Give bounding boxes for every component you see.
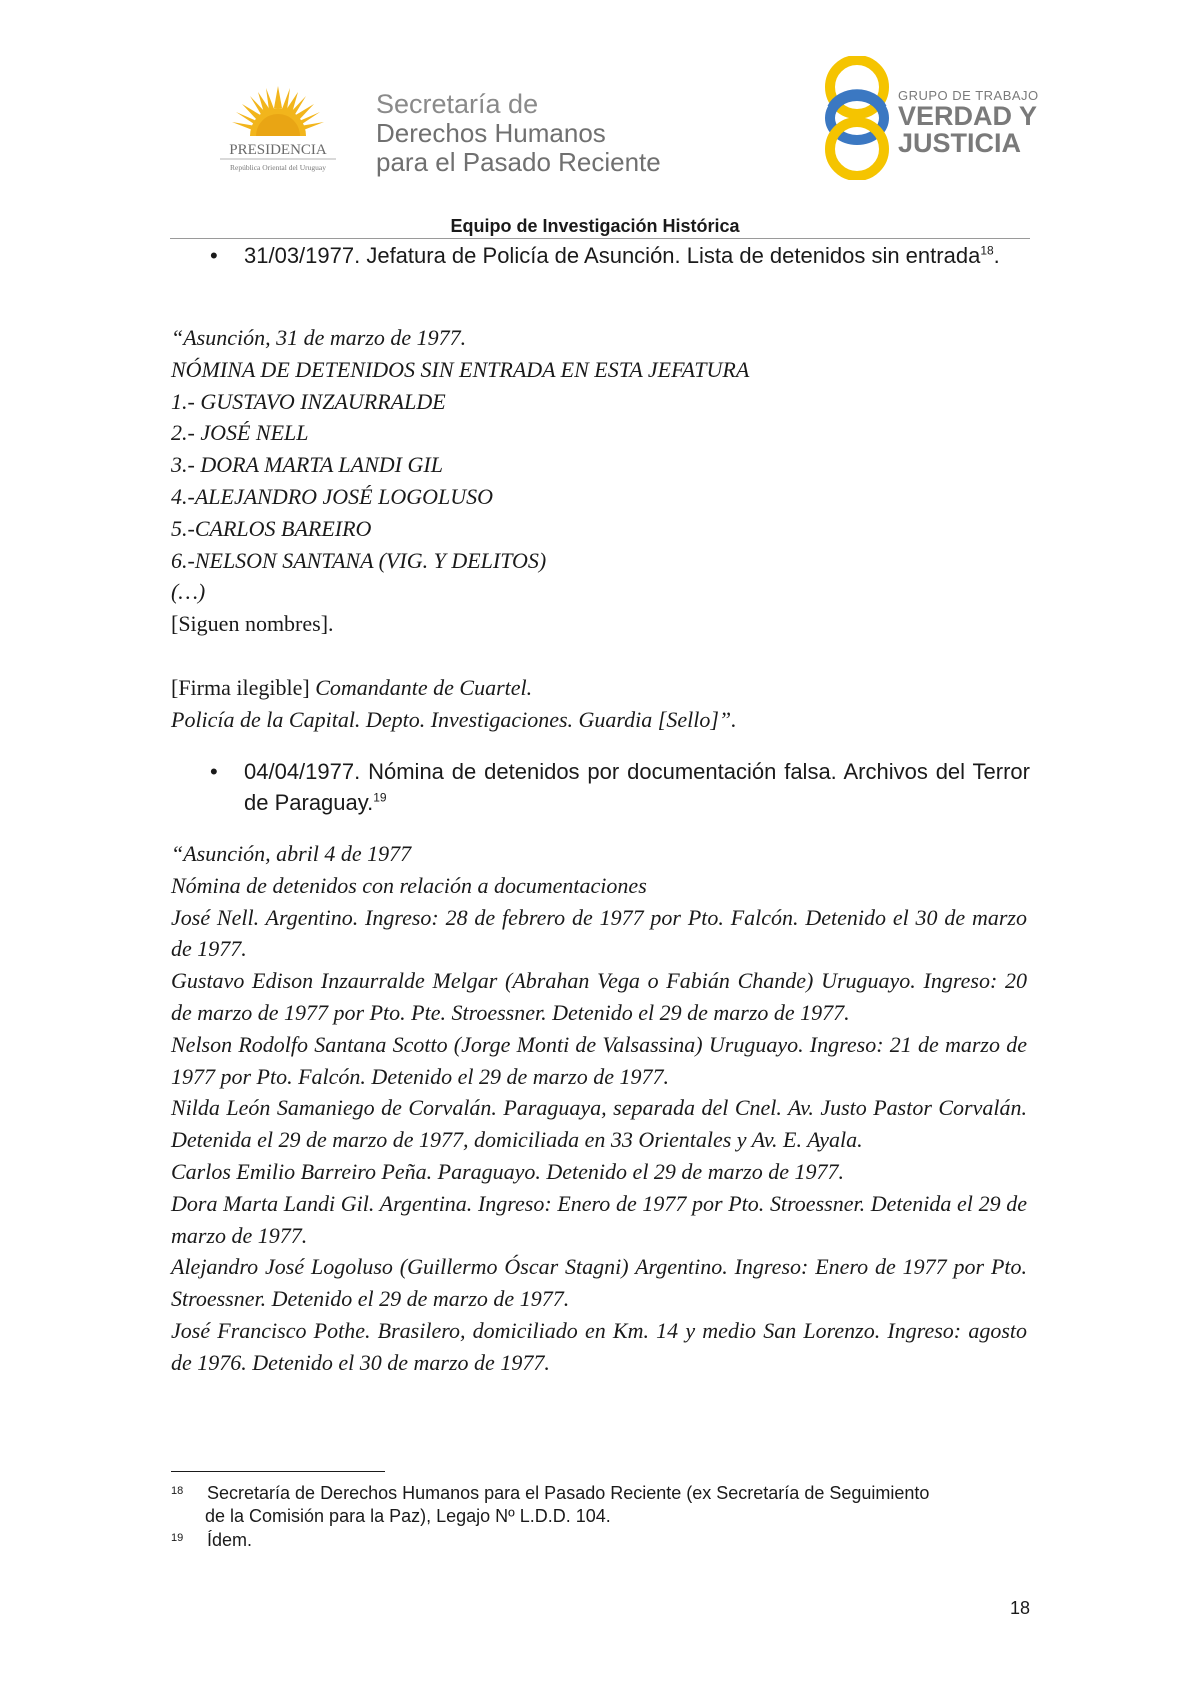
- footnote-number: 19: [171, 1532, 184, 1544]
- footnote-text-cont: de la Comisión para la Paz), Legajo Nº L.D.D. 104.: [205, 1506, 611, 1526]
- quote1-line: (…): [171, 579, 206, 605]
- presidencia-subtitle: República Oriental del Uruguay: [229, 163, 327, 172]
- quote1-line: 6.-NELSON SANTANA (VIG. Y DELITOS): [171, 547, 547, 573]
- verdad-justicia-rings-icon: [822, 56, 892, 180]
- quote1-siguen: [Siguen nombres].: [171, 611, 334, 637]
- quote2-paragraph: Nilda León Samaniego de Corvalán. Paraguaya, separada del Cnel. Av. Justo Pastor Corvalán. Detenida el 29 de marzo de 1977, domiciliada en 33 Orientales y Av. E. Ayala.: [171, 1095, 1027, 1153]
- vj-verdad-label: VERDAD Y: [898, 101, 1038, 131]
- quote1-line: 1.- GUSTAVO INZAURRALDE: [171, 388, 446, 414]
- quote1-firma-line: [171, 672, 1027, 704]
- secretaria-line-3: para el Pasado Reciente: [376, 147, 661, 177]
- footnote-19: [171, 1529, 1031, 1552]
- secretaria-line-1: Secretaría de: [376, 89, 539, 119]
- quote1-line: 5.-CARLOS BAREIRO: [171, 515, 372, 541]
- vj-justicia-label: JUSTICIA: [898, 128, 1022, 158]
- footnote-ref-18[interactable]: 18: [980, 243, 994, 258]
- footnote-18: [171, 1482, 1031, 1528]
- quote1-policia: Policía de la Capital. Depto. Investigaciones. Guardia [Sello]”.: [171, 706, 737, 732]
- bullet-item-2: [210, 756, 1030, 818]
- quote2-paragraph: Nelson Rodolfo Santana Scotto (Jorge Monti de Valsassina) Uruguayo. Ingreso: 21 de marzo de 1977 por Pto. Falcón. Detenido el 29 de marzo de 1977.: [171, 1031, 1027, 1089]
- quote1-line: “Asunción, 31 de marzo de 1977.: [171, 325, 467, 350]
- secretaria-line-2: Derechos Humanos: [376, 118, 606, 148]
- quote2-paragraph: Dora Marta Landi Gil. Argentina. Ingreso: Enero de 1977 por Pto. Stroessner. Detenida el 29 de marzo de 1977.: [171, 1190, 1027, 1248]
- quote1-comandante: Comandante de Cuartel.: [315, 674, 533, 700]
- quote2-paragraph: José Nell. Argentino. Ingreso: 28 de febrero de 1977 por Pto. Falcón. Detenido el 30 de marzo de 1977.: [171, 904, 1027, 962]
- footnote-text: Secretaría de Derechos Humanos para el Pasado Reciente (ex Secretaría de Seguimiento: [207, 1483, 930, 1503]
- quote2-paragraph: Gustavo Edison Inzaurralde Melgar (Abrahan Vega o Fabián Chande) Uruguayo. Ingreso: 20 de marzo de 1977 por Pto. Pte. Stroessner. Detenido el 29 de marzo de 1977.: [171, 968, 1027, 1025]
- quote-block-2: [171, 838, 1027, 1379]
- quote1-line: 2.- JOSÉ NELL: [171, 420, 309, 446]
- quote1-line: 3.- DORA MARTA LANDI GIL: [171, 452, 443, 478]
- quote1-firma: [Firma ilegible]: [171, 674, 310, 700]
- quote2-paragraph: Carlos Emilio Barreiro Peña. Paraguayo. Detenido el 29 de marzo de 1977.: [171, 1158, 844, 1184]
- presidencia-text: PRESIDENCIA: [229, 142, 327, 158]
- bullet-item-1: [210, 240, 1030, 271]
- footnote-number: 18: [171, 1485, 184, 1497]
- bullet-dot-icon: •: [210, 243, 218, 268]
- quote1-line: NÓMINA DE DETENIDOS SIN ENTRADA EN ESTA JEFATURA: [171, 356, 750, 382]
- vj-grupo-label: GRUPO DE TRABAJO: [898, 88, 1039, 103]
- quote2-paragraph: José Francisco Pothe. Brasilero, domiciliado en Km. 14 y medio San Lorenzo. Ingreso: agosto de 1976. Detenido el 30 de marzo de 1977.: [171, 1317, 1027, 1375]
- bullet-1-text: 31/03/1977. Jefatura de Policía de Asunción. Lista de detenidos sin entrada: [244, 243, 981, 268]
- footnote-ref-19[interactable]: 19: [373, 790, 387, 805]
- quote-block-1: [171, 322, 1027, 735]
- header-divider: [170, 238, 1030, 239]
- presidencia-logo: [198, 78, 358, 178]
- quote2-paragraph: Alejandro José Logoluso (Guillermo Óscar Stagni) Argentino. Ingreso: Enero de 1977 por Pto. Stroessner. Detenido el 29 de marzo de 1977.: [171, 1254, 1027, 1312]
- quote2-paragraph: “Asunción, abril 4 de 1977: [171, 841, 412, 866]
- verdad-justicia-text: [898, 88, 1039, 157]
- quote1-line: 4.-ALEJANDRO JOSÉ LOGOLUSO: [171, 483, 494, 509]
- quote2-paragraph: Nómina de detenidos con relación a documentaciones: [171, 872, 647, 898]
- sun-icon: [232, 86, 324, 136]
- page-header-title: Equipo de Investigación Histórica: [450, 216, 740, 236]
- page-number: 18: [1009, 1598, 1030, 1618]
- secretaria-logo-text: [376, 90, 661, 177]
- footnote-text: Ídem.: [207, 1530, 253, 1550]
- bullet-2-text: 04/04/1977. Nómina de detenidos por documentación falsa. Archivos del Terror de Paraguay.: [244, 759, 1030, 815]
- bullet-1-end: .: [993, 243, 1000, 268]
- footnote-divider: [171, 1471, 385, 1472]
- bullet-dot-icon: •: [210, 759, 218, 784]
